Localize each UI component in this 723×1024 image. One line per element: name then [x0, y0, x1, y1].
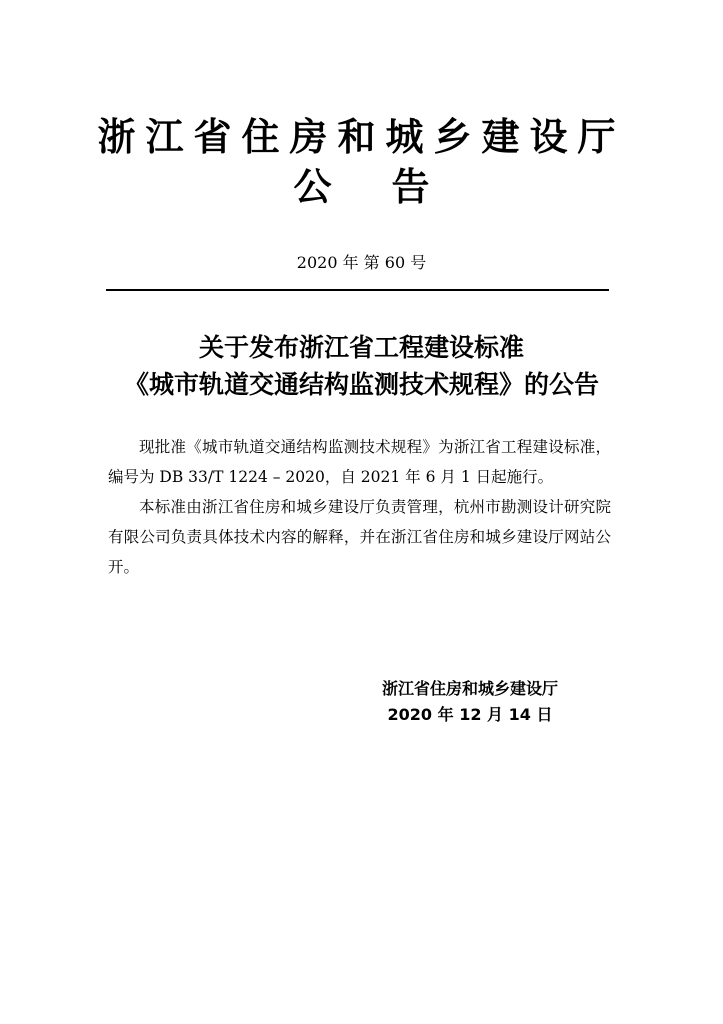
document-type-heading: 公告: [293, 165, 490, 209]
body-paragraph-2: 本标准由浙江省住房和城乡建设厅负责管理，杭州市勘测设计研究院有限公司负责具体技术内容的解释，并在浙江省住房和城乡建设厅网站公开。: [108, 498, 611, 576]
signature-organization: 浙江省住房和城乡建设厅: [381, 679, 558, 698]
header-divider: [106, 289, 609, 291]
signature-date: 2020 年 12 月 14 日: [387, 705, 553, 724]
body-paragraph-1: 现批准《城市轨道交通结构监测技术规程》为浙江省工程建设标准，编号为 DB 33/T 1224 – 2020，自 2021 年 6 月 1 日起施行。: [108, 438, 611, 486]
notice-body: [108, 432, 611, 582]
notice-title-line-1: 关于发布浙江省工程建设标准: [198, 333, 524, 362]
notice-title-line-2: 《城市轨道交通结构监测技术规程》的公告: [123, 370, 599, 399]
document-number: 2020 年 第 60 号: [296, 253, 427, 272]
issuer-heading: 浙江省住房和城乡建设厅: [97, 115, 626, 159]
